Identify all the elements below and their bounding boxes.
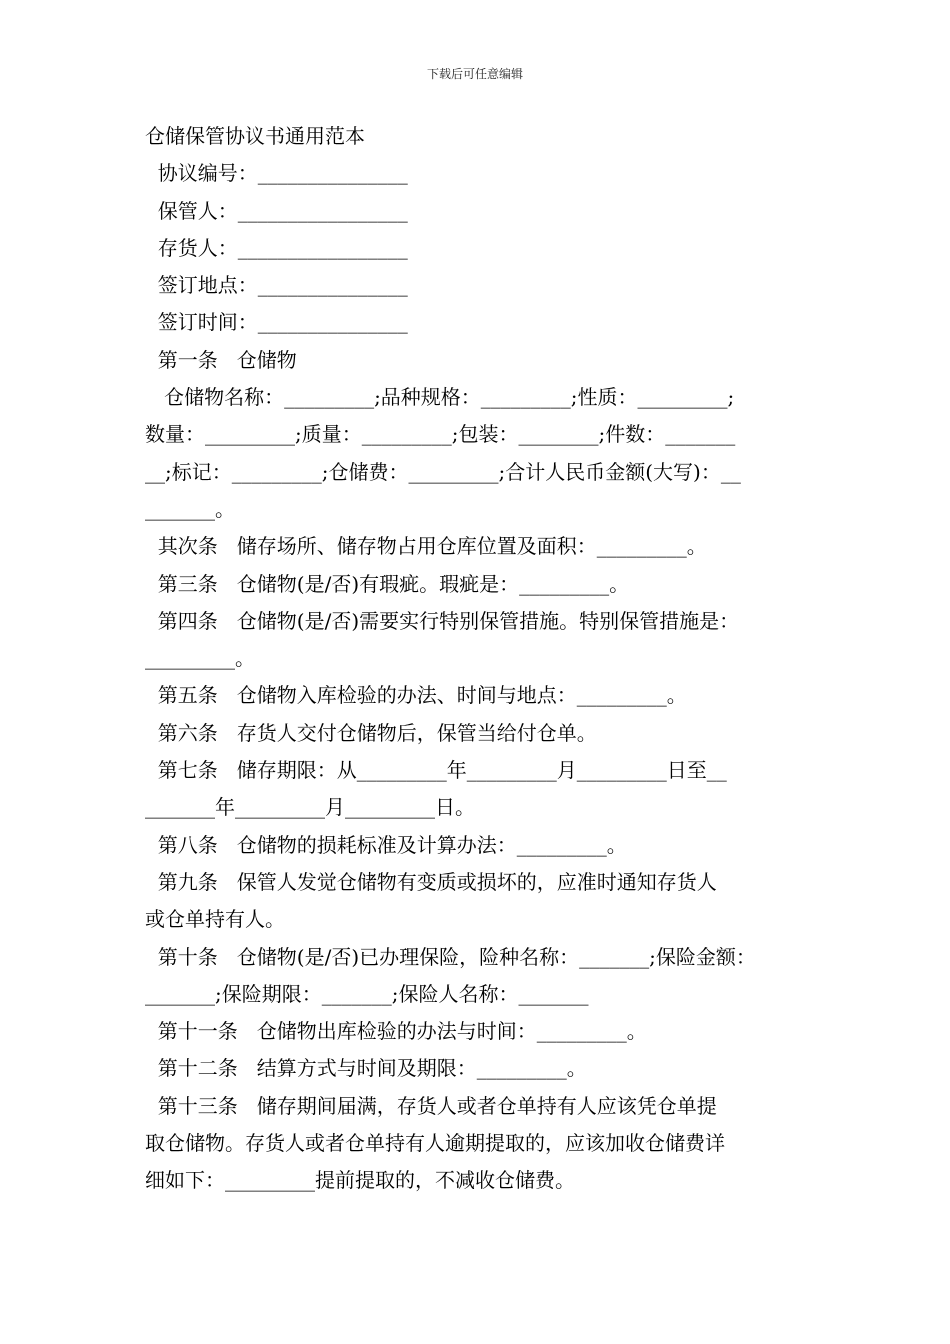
article-1-line: 仓储物名称：_________;品种规格：_________;性质：_________; [145,385,735,410]
article-11: 第十一条 仓储物出库检验的办法与时间：_________。 [145,1019,647,1044]
article-6: 第六条 存货人交付仓储物后，保管当给付仓单。 [145,720,597,745]
article-2: 其次条 储存场所、储存物占用仓库位置及面积：_________。 [145,534,707,559]
field-sign-place: 签订地点：_______________ [145,273,408,298]
page-header-note: 下载后可任意编辑 [426,67,523,81]
field-custodian: 保管人：_________________ [145,198,408,223]
field-sign-time: 签订时间：_______________ [145,310,408,335]
article-7-line: 第七条 储存期限：从_________年_________月_________日至__ [145,758,727,783]
article-4-line: _________。 [145,646,255,671]
field-agreement-number: 协议编号：_______________ [145,161,408,186]
document-title: 仓储保管协议书通用范本 [145,124,365,148]
article-4-line: 第四条 仓储物(是/否)需要实行特别保管措施。特别保管措施是： [145,608,740,633]
article-7-line: _______年_________月_________日。 [145,795,475,820]
article-1-heading: 第一条 仓储物 [145,347,297,372]
article-1-line: 数量：_________;质量：_________;包装：________;件数：_______ [145,422,736,447]
document-body [145,118,813,1200]
article-12: 第十二条 结算方式与时间及期限：_________。 [145,1056,587,1081]
article-13-line: 取仓储物。存货人或者仓单持有人逾期提取的，应该加收仓储费详 [145,1131,725,1156]
article-9-line: 第九条 保管人发觉仓储物有变质或损坏的，应准时通知存货人 [145,869,717,894]
article-1-line: __;标记：_________;仓储费：_________;合计人民币金额(大写)：__ [145,459,741,484]
article-10-line: 第十条 仓储物(是/否)已办理保险，险种名称：_______;保险金额： [145,944,756,969]
article-1-line: _______。 [145,496,235,521]
article-9-line: 或仓单持有人。 [145,907,285,932]
article-8: 第八条 仓储物的损耗标准及计算办法：_________。 [145,832,627,857]
article-5: 第五条 仓储物入库检验的办法、时间与地点：_________。 [145,683,687,708]
article-13-line: 第十三条 储存期间届满，存货人或者仓单持有人应该凭仓单提 [145,1093,717,1118]
field-depositor: 存货人：_________________ [145,235,408,260]
article-10-line: _______;保险期限：_______;保险人名称：_______ [145,981,589,1006]
article-13-line: 细如下：_________提前提取的，不减收仓储费。 [145,1168,575,1193]
article-3: 第三条 仓储物(是/否)有瑕疵。瑕疵是：_________。 [145,571,630,596]
